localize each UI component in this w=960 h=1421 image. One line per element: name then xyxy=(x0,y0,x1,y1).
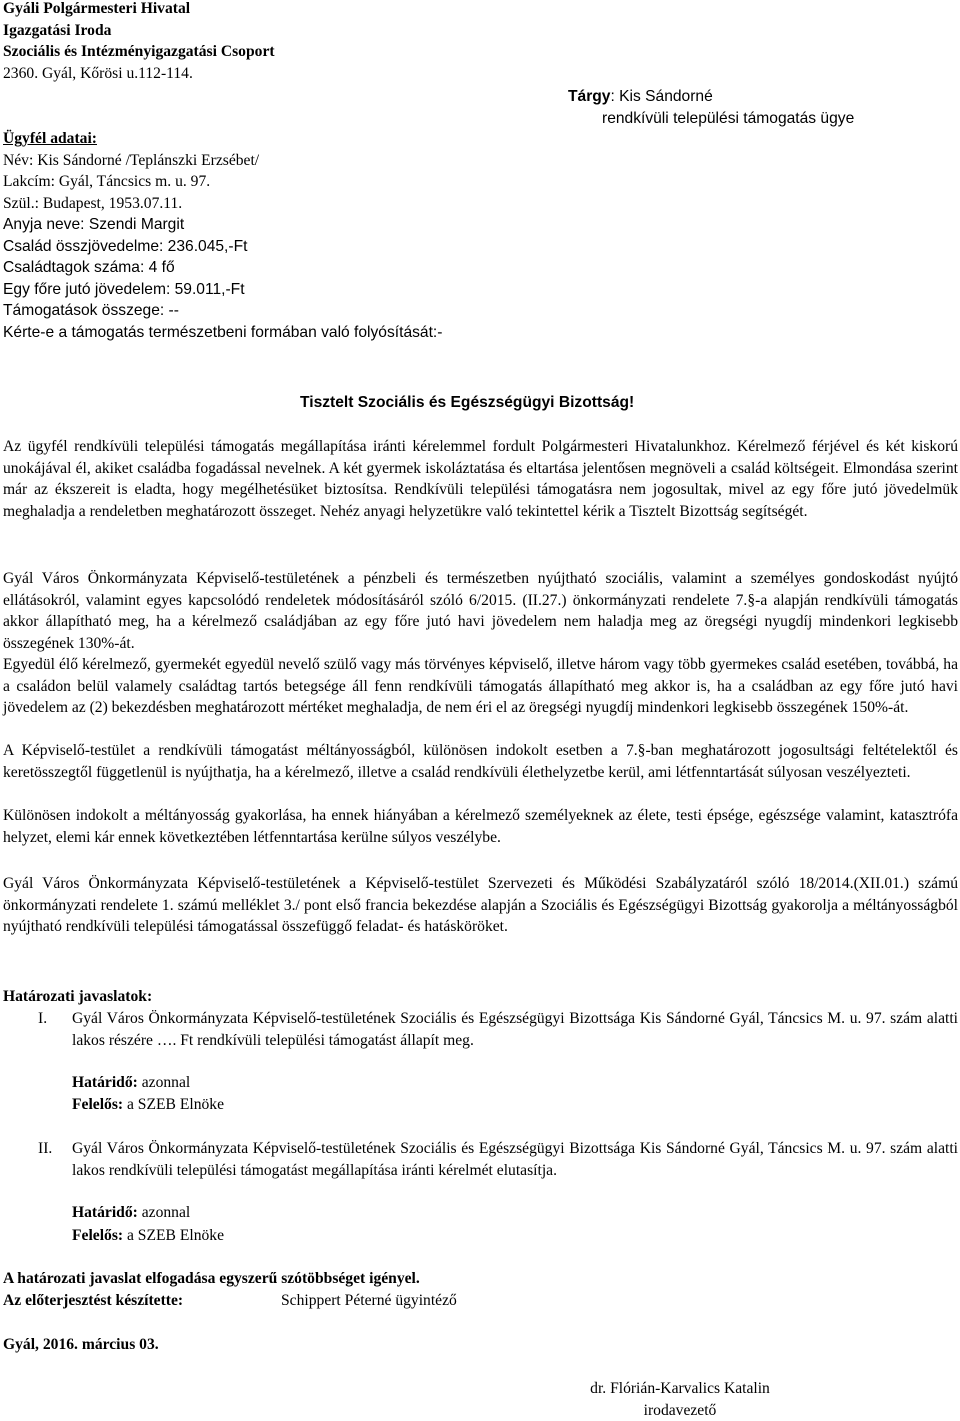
majority-note: A határozati javaslat elfogadása egyszerű szótöbbséget igényel. xyxy=(3,1268,420,1290)
office-header xyxy=(3,0,275,84)
deadline-value: azonnal xyxy=(138,1204,190,1221)
subject-topic: rendkívüli települési támogatás ügye xyxy=(602,108,854,130)
signer-title: irodavezető xyxy=(560,1400,800,1421)
signature-block xyxy=(560,1378,800,1421)
document-date: Gyál, 2016. március 03. xyxy=(3,1334,159,1356)
body-paragraph: Gyál Város Önkormányzata Képviselő-testületének a Képviselő-testület Szervezeti és Működési Szabályzatáról szóló 18/2014.(XII.01.) számú önkormányzati rendelete 1. számú melléklet 3./ pont első francia bekezdése alapján a Szociális és Egészségügyi Bizottság gyakorolja a méltányosságból nyújtható rendkívüli települési támogatással összefüggő feladat- és hatásköröket. xyxy=(3,873,958,938)
proposal-text: Gyál Város Önkormányzata Képviselő-testületének Szociális és Egészségügyi Bizottsága Kis Sándorné Gyál, Táncsics M. u. 97. szám alatti lakos részére …. Ft rendkívüli települési támogatást állapít meg. xyxy=(72,1008,958,1051)
proposal-number: II. xyxy=(38,1138,52,1160)
signer-name: dr. Flórián-Karvalics Katalin xyxy=(560,1378,800,1400)
proposal-responsible xyxy=(72,1094,224,1116)
responsible-label: Felelős: xyxy=(72,1096,123,1113)
subject-block xyxy=(568,86,854,129)
responsible-value: a SZEB Elnöke xyxy=(123,1227,224,1244)
proposal-number: I. xyxy=(38,1008,47,1030)
client-line: Családtagok száma: 4 fő xyxy=(3,257,442,279)
prepared-by-value: Schippert Péterné ügyintéző xyxy=(281,1290,457,1312)
client-data xyxy=(3,128,442,343)
body-paragraph: Különösen indokolt a méltányosság gyakorlása, ha ennek hiányában a kérelmező személyeknek az élete, testi épsége, egészsége valamint, katasztrófa helyzet, elemi kár ennek következtében létfenntartása kerülne súlyos veszélybe. xyxy=(3,805,958,848)
client-line: Anyja neve: Szendi Margit xyxy=(3,214,442,236)
proposal-responsible xyxy=(72,1225,224,1247)
deadline-label: Határidő: xyxy=(72,1074,138,1091)
client-line: Támogatások összege: -- xyxy=(3,300,442,322)
responsible-label: Felelős: xyxy=(72,1227,123,1244)
proposal-deadline xyxy=(72,1072,190,1094)
deadline-label: Határidő: xyxy=(72,1204,138,1221)
proposal-deadline xyxy=(72,1202,190,1224)
client-line: Szül.: Budapest, 1953.07.11. xyxy=(3,193,442,215)
client-line: Név: Kis Sándorné /Teplánszki Erzsébet/ xyxy=(3,150,442,172)
body-paragraph: Gyál Város Önkormányzata Képviselő-testületének a pénzbeli és természetben nyújtható szociális, valamint a személyes gondoskodást nyújtó ellátásokról, valamint egyes kapcsolódó rendeletek módosításáról szóló 6/2015. (II.27.) önkormányzati rendelete 7.§-a alapján rendkívüli támogatás akkor állapítható meg, ha a kérelmező családjában az egy főre jutó havi jövedelem nem haladja meg az öregségi nyugdíj mindenkori legkisebb összegének 130%-át. xyxy=(3,568,958,654)
body-paragraph: A Képviselő-testület a rendkívüli támogatást méltányosságból, különösen indokolt esetben a 7.§-ban meghatározott jogosultsági feltételektől és keretösszegtől függetlenül is nyújthatja, ha a kérelmező, illetve a család rendkívüli élethelyzetbe kerül, ami létfenntartását súlyosan veszélyezteti. xyxy=(3,740,958,783)
office-address: 2360. Gyál, Kőrösi u.112-114. xyxy=(3,63,275,85)
client-line: Család összjövedelme: 236.045,-Ft xyxy=(3,236,442,258)
client-line: Kérte-e a támogatás természetbeni formában való folyósítását:- xyxy=(3,322,442,344)
office-group: Szociális és Intézményigazgatási Csoport xyxy=(3,41,275,63)
client-line: Egy főre jutó jövedelem: 59.011,-Ft xyxy=(3,279,442,301)
responsible-value: a SZEB Elnöke xyxy=(123,1096,224,1113)
salutation: Tisztelt Szociális és Egészségügyi Bizottság! xyxy=(300,392,634,414)
deadline-value: azonnal xyxy=(138,1074,190,1091)
office-department: Igazgatási Iroda xyxy=(3,20,275,42)
prepared-by-label: Az előterjesztést készítette: xyxy=(3,1290,183,1312)
body-paragraph: Az ügyfél rendkívüli települési támogatás megállapítása iránti kérelemmel fordult Polgármesteri Hivatalunkhoz. Kérelmező férjével és két kiskorú unokájával él, akiket családba fogadással nevelnek. A két gyermek iskoláztatása és eltartása jelentősen megnöveli a család költségeit. Elmondása szerint már az ékszereit is eladta, hogy megélhetésüket biztosítsa. Rendkívüli települési támogatásra nem jogosultak, mivel az egy főre jutó jövedelmük meghaladja a rendeletben meghatározott összeget. Nehéz anyagi helyzetükre való tekintettel kérik a Tisztelt Bizottság segítségét. xyxy=(3,436,958,522)
proposal-text: Gyál Város Önkormányzata Képviselő-testületének Szociális és Egészségügyi Bizottsága Kis Sándorné Gyál, Táncsics M. u. 97. szám alatti lakos rendkívüli települési támogatást megállapítása iránti kérelmét elutasítja. xyxy=(72,1138,958,1181)
client-heading: Ügyfél adatai: xyxy=(3,128,442,150)
subject-label: Tárgy xyxy=(568,88,610,105)
subject-name: : Kis Sándorné xyxy=(610,88,712,105)
body-paragraph: Egyedül élő kérelmező, gyermekét egyedül nevelő szülő vagy más törvényes képviselő, illetve három vagy több gyermekes család esetében, továbbá, ha a családon belül valamely családtag tartós betegsége áll fenn rendkívüli támogatás állapítható meg akkor is, ha a családban az egy főre jutó havi jövedelem az (2) bekezdésben meghatározott mértéket meghaladja, de nem éri el az öregségi nyugdíj mindenkori legkisebb összegének 150%-át. xyxy=(3,654,958,719)
proposals-heading: Határozati javaslatok: xyxy=(3,986,152,1008)
client-line: Lakcím: Gyál, Táncsics m. u. 97. xyxy=(3,171,442,193)
office-name: Gyáli Polgármesteri Hivatal xyxy=(3,0,275,20)
